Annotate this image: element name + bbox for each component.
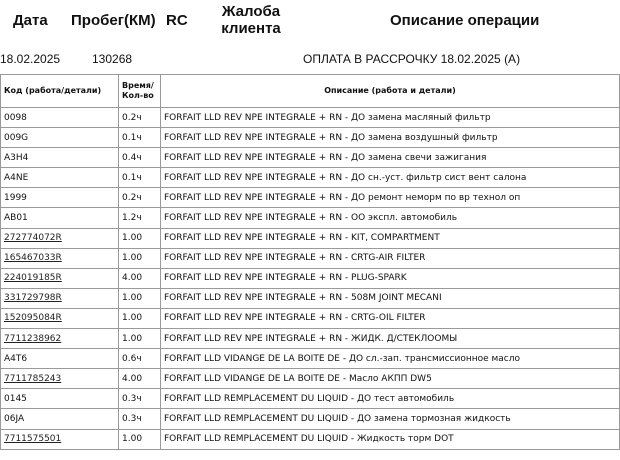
report-header xyxy=(0,0,620,44)
cell-description: FORFAIT LLD VIDANGE DE LA BOITE DE - ДО сл.-зап. трансмиссионное масло xyxy=(161,349,620,369)
table-row xyxy=(1,228,620,248)
cell-qty: 4.00 xyxy=(119,369,161,389)
cell-qty: 4.00 xyxy=(119,268,161,288)
column-header-code: Код (работа/детали) xyxy=(1,75,119,108)
cell-description: FORFAIT LLD REV NPE INTEGRALE + RN - ДО сн.-уст. фильтр сист вент салона xyxy=(161,168,620,188)
cell-code[interactable]: 165467033R xyxy=(1,248,119,268)
cell-description: FORFAIT LLD REV NPE INTEGRALE + RN - PLUG-SPARK xyxy=(161,268,620,288)
cell-code: A4NE xyxy=(1,168,119,188)
cell-qty: 1.00 xyxy=(119,308,161,328)
cell-description: FORFAIT LLD REV NPE INTEGRALE + RN - 508M JOINT MECANI xyxy=(161,288,620,308)
cell-qty: 0.3ч xyxy=(119,389,161,409)
table-row xyxy=(1,268,620,288)
cell-code: 0145 xyxy=(1,389,119,409)
visit-mileage: 130268 xyxy=(92,52,133,66)
visit-operation: ОПЛАТА В РАССРОЧКУ 18.02.2025 (А) xyxy=(303,52,521,66)
cell-code[interactable]: 7711785243 xyxy=(1,369,119,389)
table-row xyxy=(1,308,620,328)
cell-qty: 1.00 xyxy=(119,429,161,449)
header-date: Дата xyxy=(13,12,48,29)
cell-qty: 0.1ч xyxy=(119,128,161,148)
table-row xyxy=(1,429,620,449)
table-row xyxy=(1,288,620,308)
cell-code[interactable]: 224019185R xyxy=(1,268,119,288)
header-operation: Описание операции xyxy=(390,12,540,29)
column-header-time: Время/ Кол-во xyxy=(119,75,161,108)
cell-qty: 0.2ч xyxy=(119,188,161,208)
table-row xyxy=(1,148,620,168)
visit-date: 18.02.2025 xyxy=(0,52,61,66)
cell-description: FORFAIT LLD REMPLACEMENT DU LIQUID - ДО тест автомобиль xyxy=(161,389,620,409)
cell-description: FORFAIT LLD REV NPE INTEGRALE + RN - ДО замена свечи зажигания xyxy=(161,148,620,168)
table-row xyxy=(1,208,620,228)
cell-code: AB01 xyxy=(1,208,119,228)
cell-code[interactable]: 7711238962 xyxy=(1,329,119,349)
table-row xyxy=(1,188,620,208)
header-mileage: Пробег(КМ) xyxy=(71,12,156,29)
cell-qty: 0.1ч xyxy=(119,168,161,188)
cell-code: 0098 xyxy=(1,108,119,128)
cell-code[interactable]: 152095084R xyxy=(1,308,119,328)
cell-code[interactable]: 7711575501 xyxy=(1,429,119,449)
jobs-table-body xyxy=(1,108,620,450)
cell-code: 1999 xyxy=(1,188,119,208)
table-row xyxy=(1,349,620,369)
table-row xyxy=(1,409,620,429)
jobs-table-header xyxy=(1,75,620,108)
cell-code: A4T6 xyxy=(1,349,119,369)
cell-code: A3H4 xyxy=(1,148,119,168)
cell-description: FORFAIT LLD REV NPE INTEGRALE + RN - CRTG-AIR FILTER xyxy=(161,248,620,268)
cell-description: FORFAIT LLD VIDANGE DE LA BOITE DE - Масло АКПП DW5 xyxy=(161,369,620,389)
cell-qty: 1.00 xyxy=(119,288,161,308)
jobs-table xyxy=(0,74,620,450)
cell-qty: 0.2ч xyxy=(119,108,161,128)
cell-description: FORFAIT LLD REV NPE INTEGRALE + RN - ДО ремонт неморм по вр технол оп xyxy=(161,188,620,208)
cell-description: FORFAIT LLD REMPLACEMENT DU LIQUID - ДО замена тормозная жидкость xyxy=(161,409,620,429)
table-row xyxy=(1,248,620,268)
cell-code[interactable]: 331729798R xyxy=(1,288,119,308)
visit-info-row xyxy=(0,50,620,68)
cell-code: 009G xyxy=(1,128,119,148)
table-row xyxy=(1,108,620,128)
cell-description: FORFAIT LLD REV NPE INTEGRALE + RN - CRTG-OIL FILTER xyxy=(161,308,620,328)
cell-code[interactable]: 272774072R xyxy=(1,228,119,248)
header-complaint: Жалоба клиента xyxy=(221,3,281,37)
cell-qty: 1.2ч xyxy=(119,208,161,228)
cell-description: FORFAIT LLD REV NPE INTEGRALE + RN - KIT, COMPARTMENT xyxy=(161,228,620,248)
cell-qty: 0.6ч xyxy=(119,349,161,369)
table-row xyxy=(1,329,620,349)
cell-qty: 0.3ч xyxy=(119,409,161,429)
table-row xyxy=(1,128,620,148)
cell-qty: 0.4ч xyxy=(119,148,161,168)
cell-description: FORFAIT LLD REV NPE INTEGRALE + RN - ДО замена воздушный фильтр xyxy=(161,128,620,148)
cell-code: 06JA xyxy=(1,409,119,429)
table-row xyxy=(1,369,620,389)
cell-description: FORFAIT LLD REMPLACEMENT DU LIQUID - Жидкость торм DOT xyxy=(161,429,620,449)
table-row xyxy=(1,389,620,409)
table-row xyxy=(1,168,620,188)
cell-qty: 1.00 xyxy=(119,228,161,248)
cell-description: FORFAIT LLD REV NPE INTEGRALE + RN - ОО экспл. автомобиль xyxy=(161,208,620,228)
header-rc: RC xyxy=(166,12,188,29)
cell-description: FORFAIT LLD REV NPE INTEGRALE + RN - ДО замена масляный фильтр xyxy=(161,108,620,128)
cell-qty: 1.00 xyxy=(119,248,161,268)
column-header-description: Описание (работа и детали) xyxy=(161,75,620,108)
cell-qty: 1.00 xyxy=(119,329,161,349)
cell-description: FORFAIT LLD REV NPE INTEGRALE + RN - ЖИДК. Д/СТЕКЛООМЫ xyxy=(161,329,620,349)
